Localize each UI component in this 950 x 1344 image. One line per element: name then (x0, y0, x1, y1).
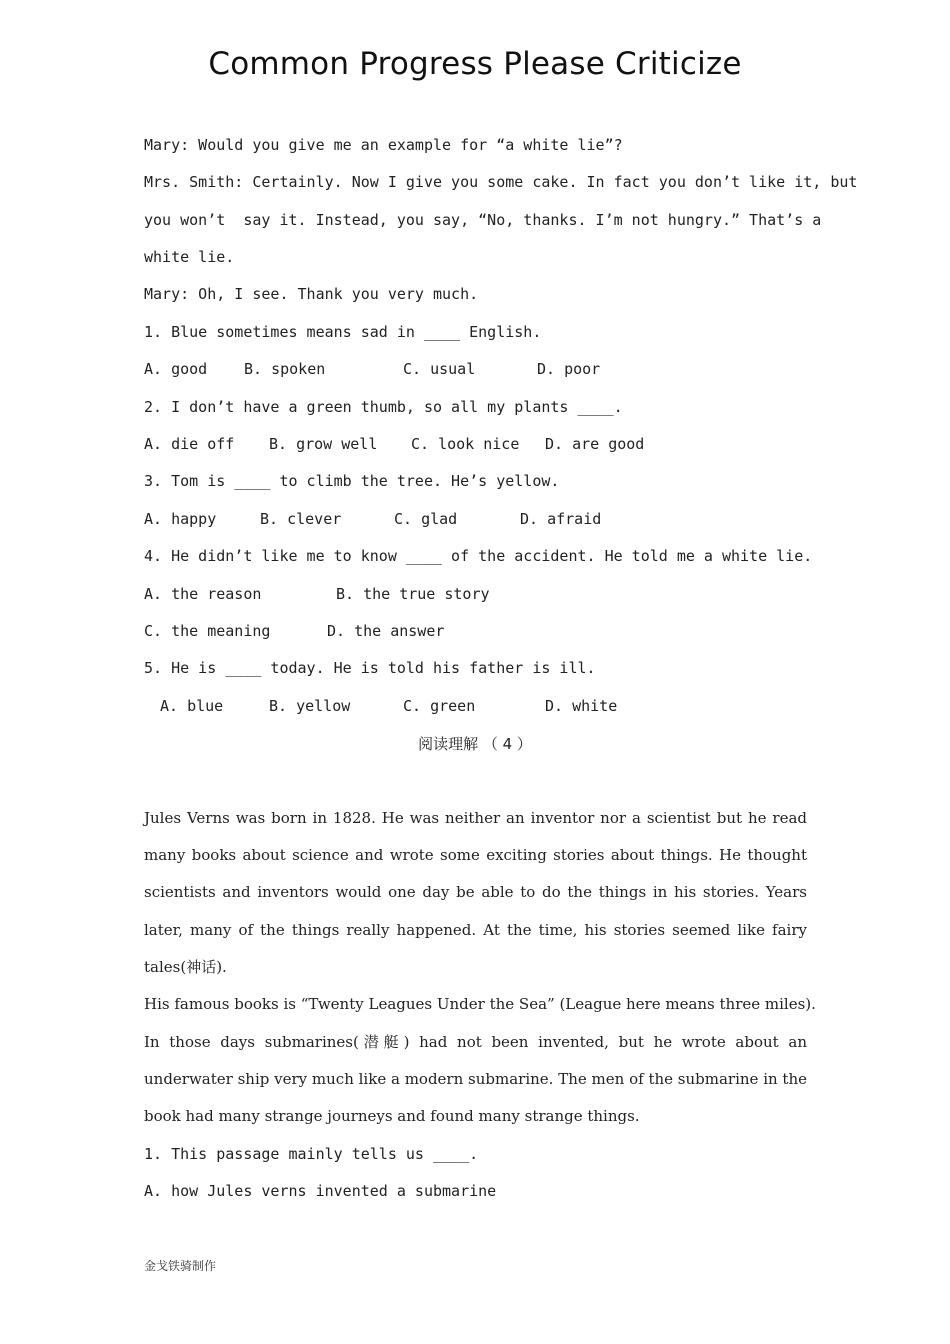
dialogue-line: Mrs. Smith: Certainly. Now I give you some cake. In fact you don’t like it, but (144, 173, 858, 191)
option: A. the reason (144, 585, 262, 603)
passage-line: many books about science and wrote some exciting stories about things. He thought (144, 846, 807, 864)
passage-line: tales(神话). (144, 958, 227, 976)
option: A. good (144, 360, 208, 378)
option: C. glad (394, 510, 458, 528)
option: D. afraid (520, 510, 602, 528)
option: D. poor (537, 360, 601, 378)
option: B. yellow (269, 697, 351, 715)
dialogue-line: Mary: Oh, I see. Thank you very much. (144, 285, 479, 303)
passage-line: scientists and inventors would one day be able to do the things in his stories. Years (144, 883, 807, 901)
passage-line: later, many of the things really happened. At the time, his stories seemed like fairy (144, 921, 807, 939)
question: 4. He didn’t like me to know ____ of the accident. He told me a white lie. (144, 547, 813, 565)
dialogue-line: you won’t say it. Instead, you say, “No, thanks. I’m not hungry.” That’s a (144, 211, 822, 229)
option: A. how Jules verns invented a submarine (144, 1182, 497, 1200)
option: B. clever (260, 510, 342, 528)
passage-line: Jules Verns was born in 1828. He was neither an inventor nor a scientist but he read (144, 809, 807, 827)
passage-line: His famous books is “Twenty Leagues Under the Sea” (League here means three miles). (144, 995, 816, 1013)
question: 2. I don’t have a green thumb, so all my plants ____. (144, 398, 623, 416)
section-heading: 阅读理解 （ 4 ） (418, 735, 532, 753)
question: 5. He is ____ today. He is told his father is ill. (144, 659, 596, 677)
option: B. the true story (336, 585, 490, 603)
passage-line: book had many strange journeys and found many strange things. (144, 1107, 640, 1125)
option: C. look nice (411, 435, 520, 453)
option: A. happy (144, 510, 217, 528)
passage-line: underwater ship very much like a modern submarine. The men of the submarine in the (144, 1070, 807, 1088)
option: C. usual (403, 360, 476, 378)
option: D. the answer (327, 622, 445, 640)
question: 1. This passage mainly tells us ____. (144, 1145, 479, 1163)
option: B. spoken (244, 360, 326, 378)
dialogue-line: white lie. (144, 248, 235, 266)
footer-text: 金戈铁骑制作 (144, 1259, 217, 1273)
option: C. green (403, 697, 476, 715)
option: A. die off (144, 435, 235, 453)
option: B. grow well (269, 435, 378, 453)
question: 1. Blue sometimes means sad in ____ English. (144, 323, 542, 341)
dialogue-line: Mary: Would you give me an example for “a white lie”? (144, 136, 623, 154)
option: D. are good (545, 435, 645, 453)
option: D. white (545, 697, 618, 715)
option: C. the meaning (144, 622, 271, 640)
option: A. blue (160, 697, 224, 715)
question: 3. Tom is ____ to climb the tree. He’s yellow. (144, 472, 560, 490)
page-title: Common Progress Please Criticize (208, 46, 742, 82)
passage-line: In those days submarines(潜艇) had not been invented, but he wrote about an (144, 1033, 807, 1051)
